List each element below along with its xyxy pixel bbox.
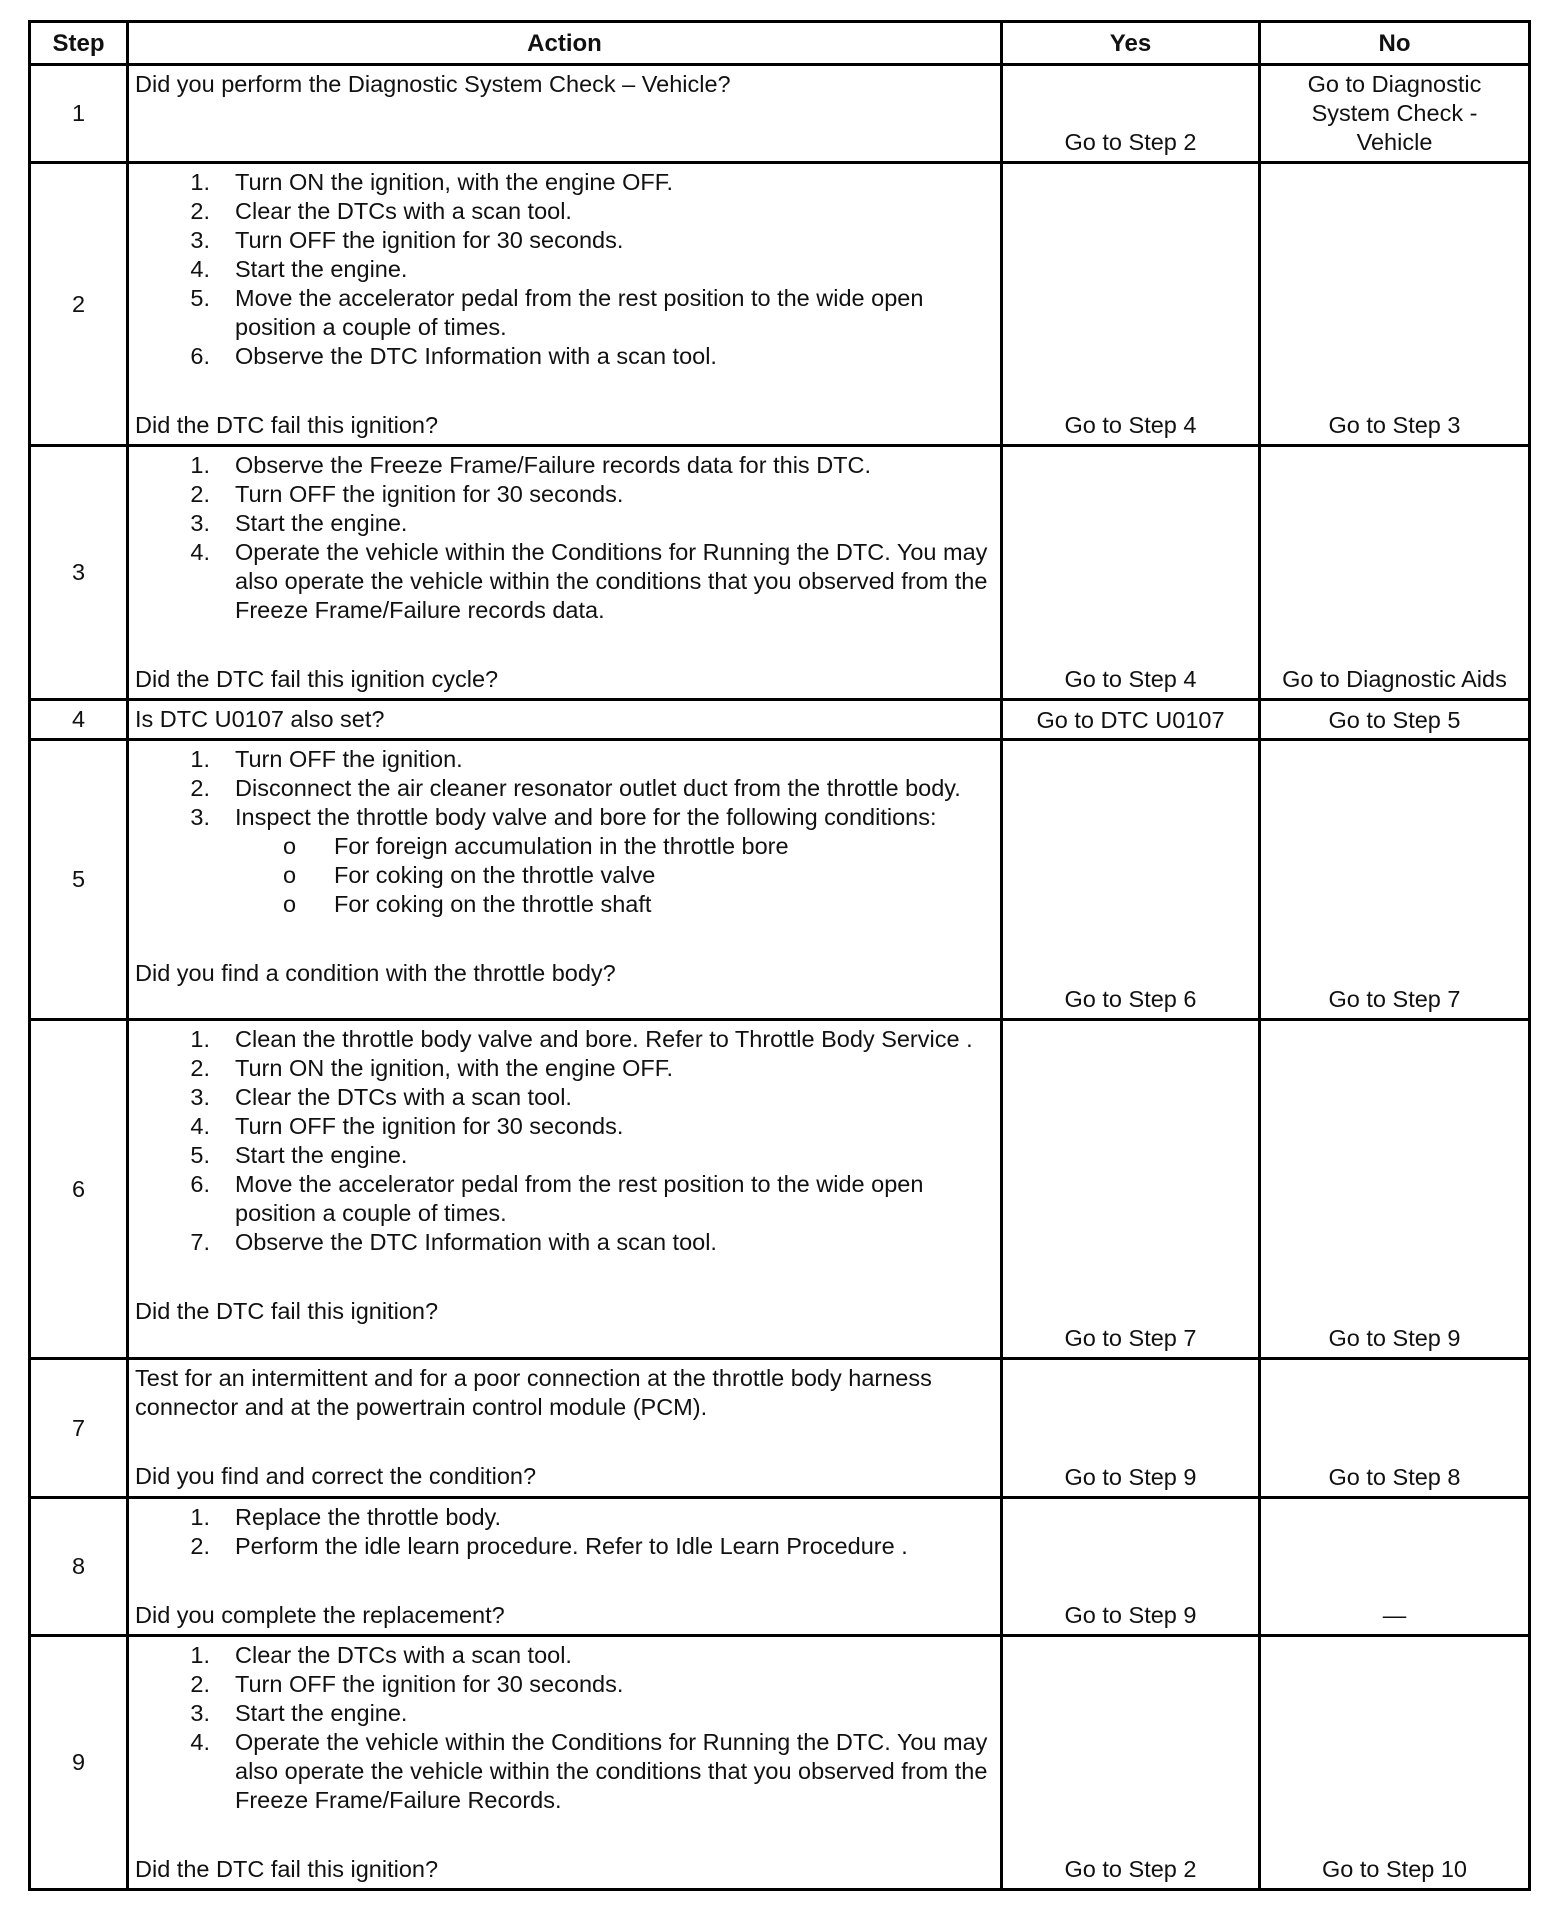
sub-list-item: o For coking on the throttle valve xyxy=(283,862,656,888)
step-number: 2 xyxy=(30,163,128,446)
no-cell: Go to Diagnostic Aids xyxy=(1260,446,1530,700)
action-cell xyxy=(128,65,1002,163)
list-item: 6. Observe the DTC Information with a scan tool. xyxy=(190,343,717,369)
list-item: 1. Observe the Freeze Frame/Failure records data for this DTC. xyxy=(190,452,872,478)
action-cell xyxy=(128,740,1002,1020)
list-item: 7. Observe the DTC Information with a scan tool. xyxy=(190,1229,717,1255)
procedure-list xyxy=(135,1503,994,1561)
header-action: Action xyxy=(128,22,1002,65)
list-item: 1. Clear the DTCs with a scan tool. xyxy=(190,1642,572,1668)
question-text: Did you find and correct the condition? xyxy=(135,1463,537,1489)
yes-cell: Go to Step 9 xyxy=(1002,1498,1260,1636)
header-row xyxy=(30,22,1530,65)
yes-cell: Go to Step 9 xyxy=(1002,1359,1260,1498)
no-cell: Go to Step 9 xyxy=(1260,1020,1530,1359)
procedure-list xyxy=(135,745,994,832)
action-text: Is DTC U0107 also set? xyxy=(135,706,385,732)
procedure-list xyxy=(135,451,994,625)
action-text: Did you perform the Diagnostic System Check – Vehicle? xyxy=(135,71,731,97)
table-row xyxy=(30,65,1530,163)
list-item: 1. Turn ON the ignition, with the engine OFF. xyxy=(190,169,674,195)
no-cell: — xyxy=(1260,1498,1530,1636)
question-text: Did you find a condition with the throttle body? xyxy=(135,960,616,986)
list-item: 2. Clear the DTCs with a scan tool. xyxy=(190,198,572,224)
question-text: Did the DTC fail this ignition cycle? xyxy=(135,666,499,692)
no-cell: Go to Step 7 xyxy=(1260,740,1530,1020)
list-item: 5. Start the engine. xyxy=(190,1142,408,1168)
no-cell: Go to Step 10 xyxy=(1260,1636,1530,1890)
yes-cell: Go to Step 4 xyxy=(1002,446,1260,700)
action-cell xyxy=(128,700,1002,740)
step-number: 3 xyxy=(30,446,128,700)
table-row xyxy=(30,1498,1530,1636)
action-cell xyxy=(128,1636,1002,1890)
no-cell: Go to Step 5 xyxy=(1260,700,1530,740)
question-text: Did the DTC fail this ignition? xyxy=(135,412,439,438)
list-item: 3. Clear the DTCs with a scan tool. xyxy=(190,1084,572,1110)
list-item: 1. Clean the throttle body valve and bore. Refer to Throttle Body Service . xyxy=(190,1026,973,1052)
list-item: 5. Move the accelerator pedal from the rest position to the wide open position a couple of times. xyxy=(190,285,924,340)
sub-list-item: o For coking on the throttle shaft xyxy=(283,891,652,917)
table-row xyxy=(30,700,1530,740)
no-cell: Go to Diagnostic System Check - Vehicle xyxy=(1260,65,1530,163)
yes-cell: Go to Step 2 xyxy=(1002,65,1260,163)
yes-cell: Go to DTC U0107 xyxy=(1002,700,1260,740)
procedure-list xyxy=(135,1641,994,1815)
condition-sublist xyxy=(135,832,994,919)
question-text: Did the DTC fail this ignition? xyxy=(135,1298,439,1324)
list-item: 1. Replace the throttle body. xyxy=(190,1504,502,1530)
question-text: Did you complete the replacement? xyxy=(135,1602,505,1628)
no-cell: Go to Step 3 xyxy=(1260,163,1530,446)
yes-cell: Go to Step 7 xyxy=(1002,1020,1260,1359)
list-item: 3. Turn OFF the ignition for 30 seconds. xyxy=(190,227,624,253)
diagnostic-table xyxy=(28,20,1531,1891)
list-item: 3. Start the engine. xyxy=(190,1700,408,1726)
list-item: 4. Start the engine. xyxy=(190,256,408,282)
list-item: 1. Turn OFF the ignition. xyxy=(190,746,463,772)
procedure-list xyxy=(135,168,994,371)
procedure-list xyxy=(135,1025,994,1257)
list-item: 2. Perform the idle learn procedure. Refer to Idle Learn Procedure . xyxy=(190,1533,908,1559)
list-item: 2. Disconnect the air cleaner resonator outlet duct from the throttle body. xyxy=(190,775,961,801)
action-cell xyxy=(128,1020,1002,1359)
list-item: 4. Operate the vehicle within the Conditions for Running the DTC. You may also operate the vehicle within the conditions that you observed from the Freeze Frame/Failure records data. xyxy=(190,539,988,623)
question-text: Did the DTC fail this ignition? xyxy=(135,1856,439,1882)
step-number: 4 xyxy=(30,700,128,740)
header-yes: Yes xyxy=(1002,22,1260,65)
list-item: 2. Turn OFF the ignition for 30 seconds. xyxy=(190,481,624,507)
step-number: 7 xyxy=(30,1359,128,1498)
list-item: 6. Move the accelerator pedal from the rest position to the wide open position a couple of times. xyxy=(190,1171,924,1226)
header-step: Step xyxy=(30,22,128,65)
list-item: 3. Start the engine. xyxy=(190,510,408,536)
header-no: No xyxy=(1260,22,1530,65)
list-item: 3. Inspect the throttle body valve and bore for the following conditions: xyxy=(190,804,937,830)
table-row xyxy=(30,740,1530,1020)
yes-cell: Go to Step 4 xyxy=(1002,163,1260,446)
table-row xyxy=(30,163,1530,446)
sub-list-item: o For foreign accumulation in the throttle bore xyxy=(283,833,789,859)
step-number: 9 xyxy=(30,1636,128,1890)
table-row xyxy=(30,1636,1530,1890)
step-number: 6 xyxy=(30,1020,128,1359)
yes-cell: Go to Step 2 xyxy=(1002,1636,1260,1890)
action-text: Test for an intermittent and for a poor connection at the throttle body harness connector and at the powertrain control module (PCM). xyxy=(135,1365,932,1420)
step-number: 8 xyxy=(30,1498,128,1636)
list-item: 4. Turn OFF the ignition for 30 seconds. xyxy=(190,1113,624,1139)
list-item: 4. Operate the vehicle within the Conditions for Running the DTC. You may also operate the vehicle within the conditions that you observed from the Freeze Frame/Failure Records. xyxy=(190,1729,988,1813)
diagnostic-table-sheet xyxy=(28,20,1528,1891)
step-number: 1 xyxy=(30,65,128,163)
table-row xyxy=(30,1020,1530,1359)
yes-cell: Go to Step 6 xyxy=(1002,740,1260,1020)
action-cell xyxy=(128,1498,1002,1636)
action-cell xyxy=(128,1359,1002,1498)
action-cell xyxy=(128,163,1002,446)
table-row xyxy=(30,1359,1530,1498)
no-cell: Go to Step 8 xyxy=(1260,1359,1530,1498)
step-number: 5 xyxy=(30,740,128,1020)
list-item: 2. Turn OFF the ignition for 30 seconds. xyxy=(190,1671,624,1697)
action-cell xyxy=(128,446,1002,700)
list-item: 2. Turn ON the ignition, with the engine OFF. xyxy=(190,1055,674,1081)
table-row xyxy=(30,446,1530,700)
